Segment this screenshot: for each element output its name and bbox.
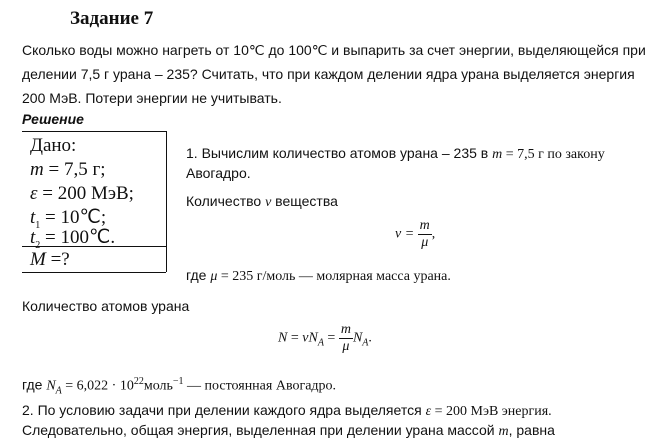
given-right-border (166, 131, 167, 272)
problem-line-2: делении 7,5 г урана – 235? Считать, что при каждом делении ядра урана выделяется энергия (22, 66, 635, 82)
avogadro-line: где $N_A = 6,022$ · $10^{22}моль^{-1}$ — постоянная Авогадро. (22, 376, 337, 397)
given-t1: $t_1$ = 10℃; (30, 207, 107, 231)
given-top-border (22, 131, 166, 132)
given-energy: ε = 200 МэВ; (30, 183, 134, 204)
given-mass: m = 7,5 г; (30, 159, 106, 180)
problem-line-3: 200 МэВ. Потери энергии не учитывать. (22, 90, 282, 106)
atoms-formula: $N = \nu N_A$ = $\frac{m}{\mu}$ $N_A$. (278, 322, 372, 354)
step1-line-2: Авогадро. (186, 165, 251, 181)
step1-line-1: 1. Вычислим количество атомов урана – 235 в m = 7,5 г по закону (186, 145, 605, 162)
problem-line-1: Сколько воды можно нагреть от 10℃ до 100℃ и выпарить за счет энергии, выделяющейся при (22, 42, 646, 58)
solution-label: Решение (22, 111, 84, 127)
moles-formula: ν = $\frac{m}{\mu}$ , (395, 218, 436, 250)
amount-line: Количество ν вещества (186, 193, 338, 210)
step2-line-1: 2. По условию задачи при делении каждого ядра выделяется ε = 200 МэВ энергия. (22, 402, 552, 419)
task-title: Задание 7 (70, 8, 154, 29)
given-find: M =? (30, 249, 70, 270)
step2-line-2: Следовательно, общая энергия, выделенная при делении урана массой m, равна (22, 422, 555, 439)
atoms-label: Количество атомов урана (22, 298, 190, 314)
given-t2: $t_2$ = 100℃. (30, 227, 116, 251)
given-bottom-border (22, 272, 166, 273)
given-header: Дано: (30, 135, 77, 156)
molar-mass-line: где μ = 235 г/моль — молярная масса урана. (186, 267, 451, 284)
